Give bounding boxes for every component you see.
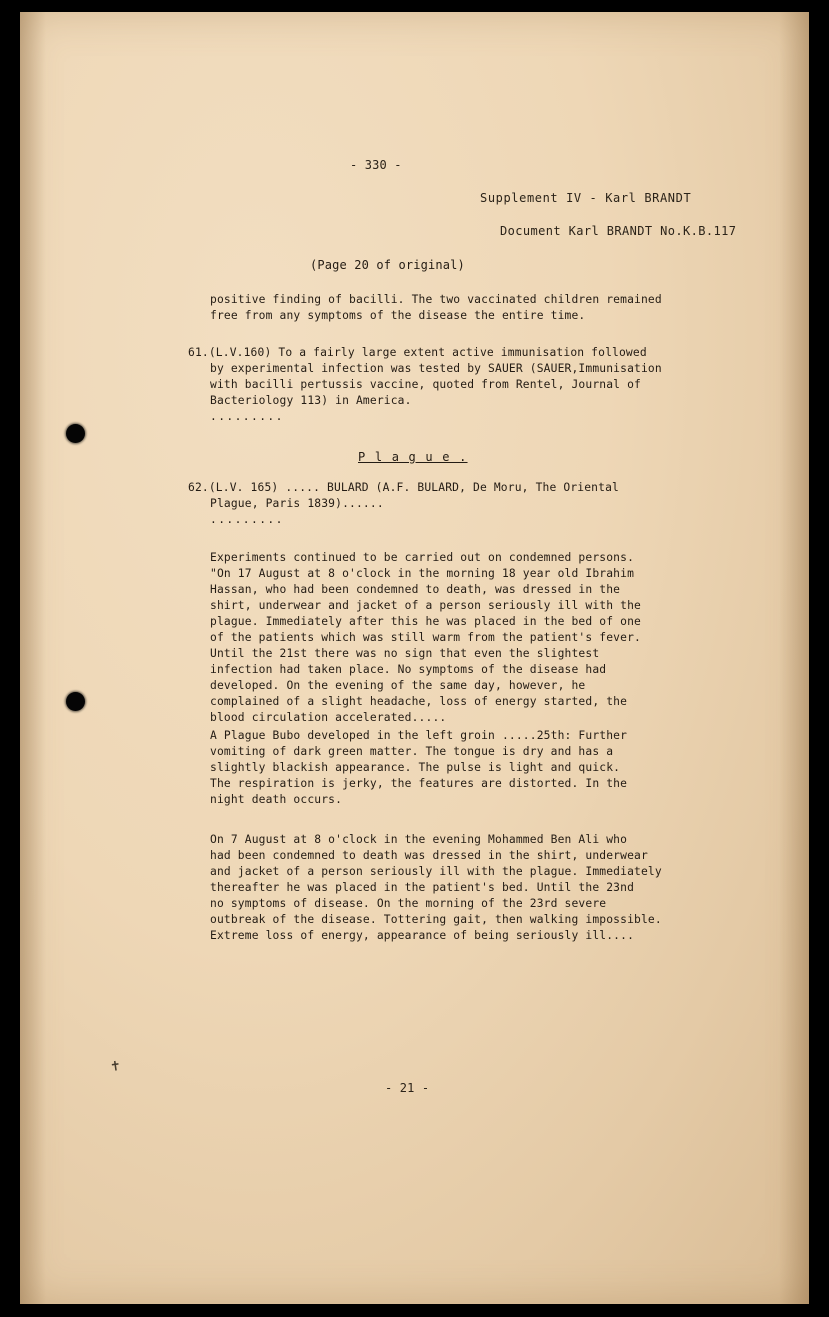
body1-line-7: Until the 21st there was no sign that even the slightest: [210, 647, 600, 660]
body1-line-2: "On 17 August at 8 o'clock in the morning 18 year old Ibrahim: [210, 567, 635, 580]
original-page-note: (Page 20 of original): [310, 258, 465, 272]
body1-line-4: shirt, underwear and jacket of a person seriously ill with the: [210, 599, 641, 612]
item-61-line-3: with bacilli pertussis vaccine, quoted from Rentel, Journal of: [210, 378, 641, 391]
body1-line-15: The respiration is jerky, the features are distorted. In the: [210, 777, 628, 790]
page-number-bottom: - 21 -: [385, 1081, 430, 1095]
body1-line-6: of the patients which was still warm from the patient's fever.: [210, 631, 641, 644]
item-62-ellipsis: .........: [210, 513, 284, 526]
item-62-line-2: Plague, Paris 1839)......: [210, 497, 384, 510]
body1-line-9: developed. On the evening of the same day, however, he: [210, 679, 586, 692]
page-number-top: - 330 -: [350, 158, 402, 172]
body1-line-8: infection had taken place. No symptoms of the disease had: [210, 663, 607, 676]
body2-line-7: Extreme loss of energy, appearance of being seriously ill....: [210, 929, 635, 942]
body1-line-13: vomiting of dark green matter. The tongue is dry and has a: [210, 745, 614, 758]
body2-line-5: no symptoms of disease. On the morning of the 23rd severe: [210, 897, 607, 910]
body1-line-16: night death occurs.: [210, 793, 343, 806]
body1-line-14: slightly blackish appearance. The pulse is light and quick.: [210, 761, 621, 774]
punch-hole-lower: [66, 692, 85, 711]
body2-line-3: and jacket of a person seriously ill with the plague. Immediately: [210, 865, 662, 878]
body1-line-10: complained of a slight headache, loss of energy started, the: [210, 695, 628, 708]
body2-line-6: outbreak of the disease. Tottering gait, then walking impossible.: [210, 913, 662, 926]
body1-line-5: plague. Immediately after this he was placed in the bed of one: [210, 615, 641, 628]
item-61-line-1: 61.(L.V.160) To a fairly large extent active immunisation followed: [188, 346, 647, 359]
body1-line-1: Experiments continued to be carried out on condemned persons.: [210, 551, 635, 564]
item-61-ellipsis: .........: [210, 410, 284, 423]
punch-hole-upper: [66, 424, 85, 443]
body1-line-3: Hassan, who had been condemned to death, was dressed in the: [210, 583, 621, 596]
section-heading-plague: P l a g u e .: [358, 450, 468, 464]
item-61-line-4: Bacteriology 113) in America.: [210, 394, 412, 407]
body2-line-1: On 7 August at 8 o'clock in the evening Mohammed Ben Ali who: [210, 833, 628, 846]
body1-line-11: blood circulation accelerated.....: [210, 711, 447, 724]
header-line-document: Document Karl BRANDT No.K.B.117: [500, 224, 737, 238]
header-line-supplement: Supplement IV - Karl BRANDT: [480, 191, 692, 205]
intro-line-1: positive finding of bacilli. The two vaccinated children remained: [210, 293, 662, 306]
document-page: [20, 12, 809, 1304]
ink-smudge: ✝: [109, 1056, 122, 1076]
document-content: [20, 12, 809, 1304]
intro-line-2: free from any symptoms of the disease the entire time.: [210, 309, 586, 322]
body2-line-2: had been condemned to death was dressed in the shirt, underwear: [210, 849, 648, 862]
item-62-line-1: 62.(L.V. 165) ..... BULARD (A.F. BULARD, De Moru, The Oriental: [188, 481, 619, 494]
body1-line-12: A Plague Bubo developed in the left groin .....25th: Further: [210, 729, 628, 742]
body2-line-4: thereafter he was placed in the patient's bed. Until the 23nd: [210, 881, 635, 894]
item-61-line-2: by experimental infection was tested by SAUER (SAUER,Immunisation: [210, 362, 662, 375]
